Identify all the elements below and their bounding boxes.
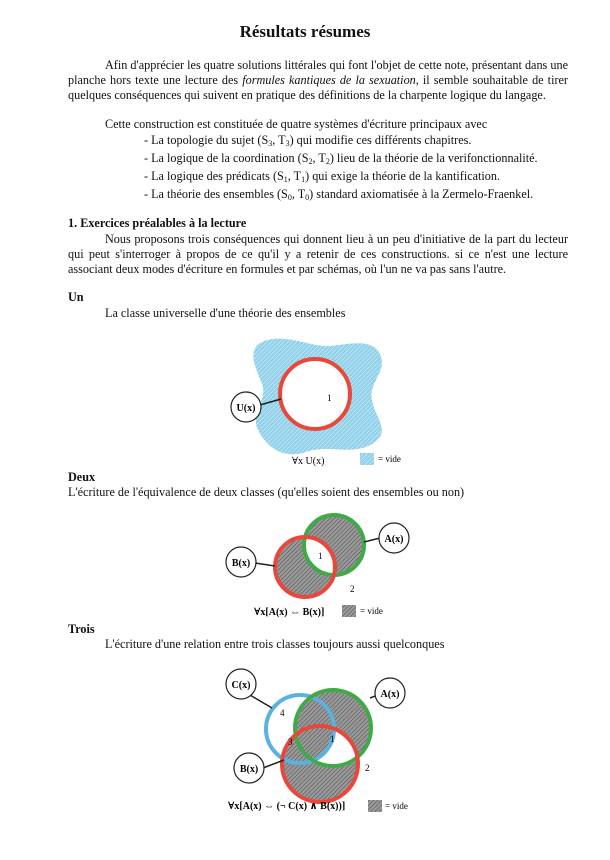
list-item-predicats: - La logique des prédicats ($S_1$, $T_1$) qui exige la théorie de la kantification. [144, 169, 501, 184]
region-1-label: 1 [330, 734, 335, 744]
construction-paragraph: Cette construction est constituée de quatre systèmes d'écriture principaux avec [105, 117, 488, 131]
region-2-label: 2 [365, 763, 370, 773]
legend-swatch-trois [368, 800, 382, 812]
region-1-label: 1 [318, 551, 323, 561]
heading-un: Un [68, 290, 84, 304]
connector-b [255, 563, 275, 566]
list-item-coordination: - La logique de la coordination ($S_2$, $T_2$) lieu de la théorie de la verifonctionnalité. [144, 151, 538, 166]
label-b: B(x) [239, 764, 259, 775]
label-a: A(x) [384, 534, 404, 545]
section-heading: 1. Exercices préalables à la lecture [68, 216, 247, 230]
region-2-label: 2 [350, 584, 355, 594]
diagram-trois [0, 660, 610, 825]
legend-swatch-un [360, 453, 374, 465]
region-4-label: 4 [280, 708, 285, 718]
heading-deux: Deux [68, 470, 96, 484]
formula-deux: ∀x[A(x) ⇔ B(x)] [254, 607, 325, 618]
page-title: Résultats résumes [239, 22, 371, 41]
region-1-label: 1 [327, 393, 332, 403]
legend-text-un: = vide [378, 454, 401, 464]
section-paragraph: Nous proposons trois conséquences qui donnent lieu à un peu d'initiative de la part du lecteur qui peut s'interroger à propos de ce qu'il y a retenir de ces constructions. si ce n'est une lecture associant deux modes d'écriture en formules et par schémas, où l'un ne va pas sans l'autre. [68, 232, 568, 276]
caption-trois: L'écriture d'une relation entre trois classes toujours aussi quelconques [105, 637, 445, 651]
caption-un: La classe universelle d'une théorie des ensembles [105, 306, 346, 320]
connector-a [364, 538, 380, 542]
label-b: B(x) [231, 558, 251, 569]
formula-un: ∀x U(x) [292, 456, 325, 467]
diagram-un [0, 320, 610, 480]
label-u: U(x) [236, 403, 256, 414]
connector-c [250, 695, 272, 708]
intro-italic-term: formules kantiques de la sexuation [242, 72, 416, 87]
intro-text-end: , il semble souhaitable de tirer quelques conséquences qui suivent en pratique des définitions de la charpente logique du langage. [68, 72, 568, 102]
circle-u [280, 359, 350, 429]
list-item-ensembles: - La théorie des ensembles ($S_0$, $T_0$) standard axiomatisée à la Zermelo-Fraenkel. [144, 187, 534, 202]
label-a: A(x) [380, 689, 400, 700]
intro-paragraph [68, 58, 568, 102]
intro-text-start: Afin d'apprécier les quatre solutions littérales qui font l'objet de cette note, présentant dans une planche hors texte une lecture des [68, 58, 568, 87]
diagram-deux [0, 500, 610, 625]
caption-deux: L'écriture de l'équivalence de deux classes (qu'elles soient des ensembles ou non) [68, 485, 465, 499]
label-c: C(x) [231, 680, 251, 691]
formula-trois: ∀x[A(x) ⇔ (¬ C(x) ∧ B(x))] [228, 801, 346, 812]
region-3-label: 3 [288, 737, 293, 747]
heading-trois: Trois [68, 622, 95, 636]
list-item-topologie: - La topologie du sujet ($S_3$, $T_3$) qui modifie ces différents chapitres. [144, 133, 472, 148]
legend-text-trois: = vide [385, 801, 408, 811]
legend-text-deux: = vide [360, 606, 383, 616]
legend-swatch-deux [342, 605, 356, 617]
